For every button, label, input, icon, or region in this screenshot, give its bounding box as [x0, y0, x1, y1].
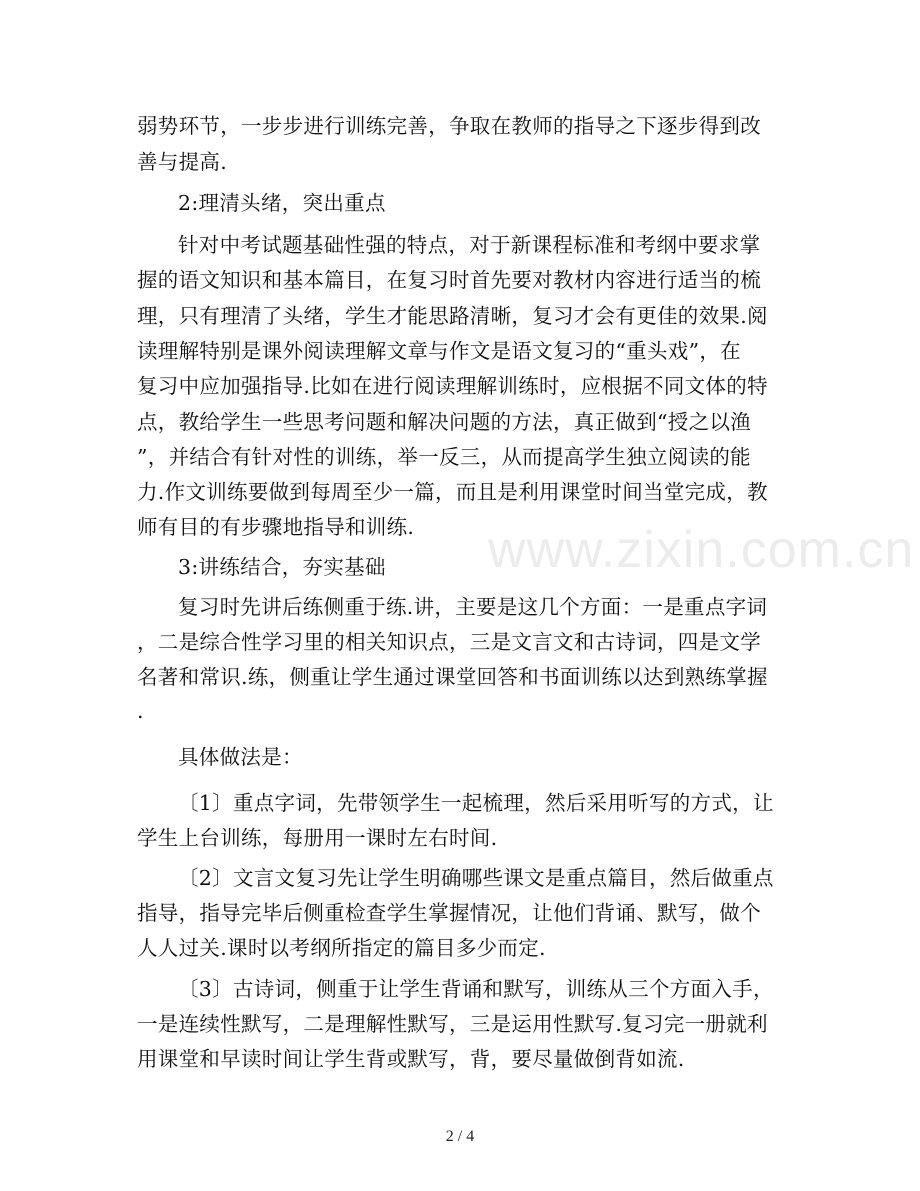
paragraph-line: 复习中应加强指导.比如在进行阅读理解训练时，应根据不同文体的特	[137, 374, 768, 398]
paragraph-line: 善与提高.	[137, 150, 228, 174]
section-heading: 3:讲练结合，夯实基础	[178, 555, 386, 579]
paragraph-line: 人人过关.课时以考纲所指定的篇目多少而定.	[137, 936, 546, 960]
watermark: www.zixin.com.cn	[488, 521, 915, 579]
paragraph-line: 读理解特别是课外阅读理解文章与作文是语文复习的“重头戏”，在	[137, 339, 741, 363]
paragraph-line: 〔2〕文言文复习先让学生明确哪些课文是重点篇目，然后做重点	[178, 866, 774, 890]
paragraph-line: 用课堂和早读时间让学生背或默写，背，要尽量做倒背如流.	[137, 1047, 685, 1071]
page-number: 2 / 4	[445, 1128, 475, 1145]
paragraph-line: 具体做法是：	[178, 745, 303, 769]
paragraph-line: .	[137, 699, 144, 723]
paragraph-line: 针对中考试题基础性强的特点，对于新课程标准和考纲中要求掌	[178, 233, 761, 257]
paragraph-line: ”，并结合有针对性的训练，举一反三，从而提高学生独立阅读的能	[137, 445, 751, 469]
paragraph-line: 一是连续性默写，二是理解性默写，三是运用性默写.复习完一册就利	[137, 1012, 768, 1036]
paragraph-line: 弱势环节，一步步进行训练完善，争取在教师的指导之下逐步得到改	[137, 114, 761, 138]
paragraph-line: 力.作文训练要做到每周至少一篇，而且是利用课堂时间当堂完成，教	[137, 480, 768, 504]
paragraph-line: 〔1〕重点字词，先带领学生一起梳理，然后采用听写的方式，让	[178, 791, 774, 815]
paragraph-line: 学生上台训练，每册用一课时左右时间.	[137, 826, 498, 850]
paragraph-line: 握的语文知识和基本篇目，在复习时首先要对教材内容进行适当的梳	[137, 268, 761, 292]
paragraph-line: ，二是综合性学习里的相关知识点，三是文言文和古诗词，四是文学	[137, 630, 761, 654]
paragraph-line: 名著和常识.练，侧重让学生通过课堂回答和书面训练以达到熟练掌握	[137, 665, 768, 689]
paragraph-line: 师有目的有步骤地指导和训练.	[137, 515, 415, 539]
paragraph-line: 点，教给学生一些思考问题和解决问题的方法，真正做到“授之以渔	[137, 410, 751, 434]
paragraph-line: 〔3〕古诗词，侧重于让学生背诵和默写，训练从三个方面入手，	[178, 977, 774, 1001]
paragraph-line: 复习时先讲后练侧重于练.讲，主要是这几个方面：一是重点字词	[178, 595, 768, 619]
paragraph-line: 指导，指导完毕后侧重检查学生掌握情况，让他们背诵、默写，做个	[137, 901, 761, 925]
paragraph-line: 理，只有理清了头绪，学生才能思路清晰，复习才会有更佳的效果.阅	[137, 304, 768, 328]
section-heading: 2:理清头绪，突出重点	[178, 191, 386, 215]
